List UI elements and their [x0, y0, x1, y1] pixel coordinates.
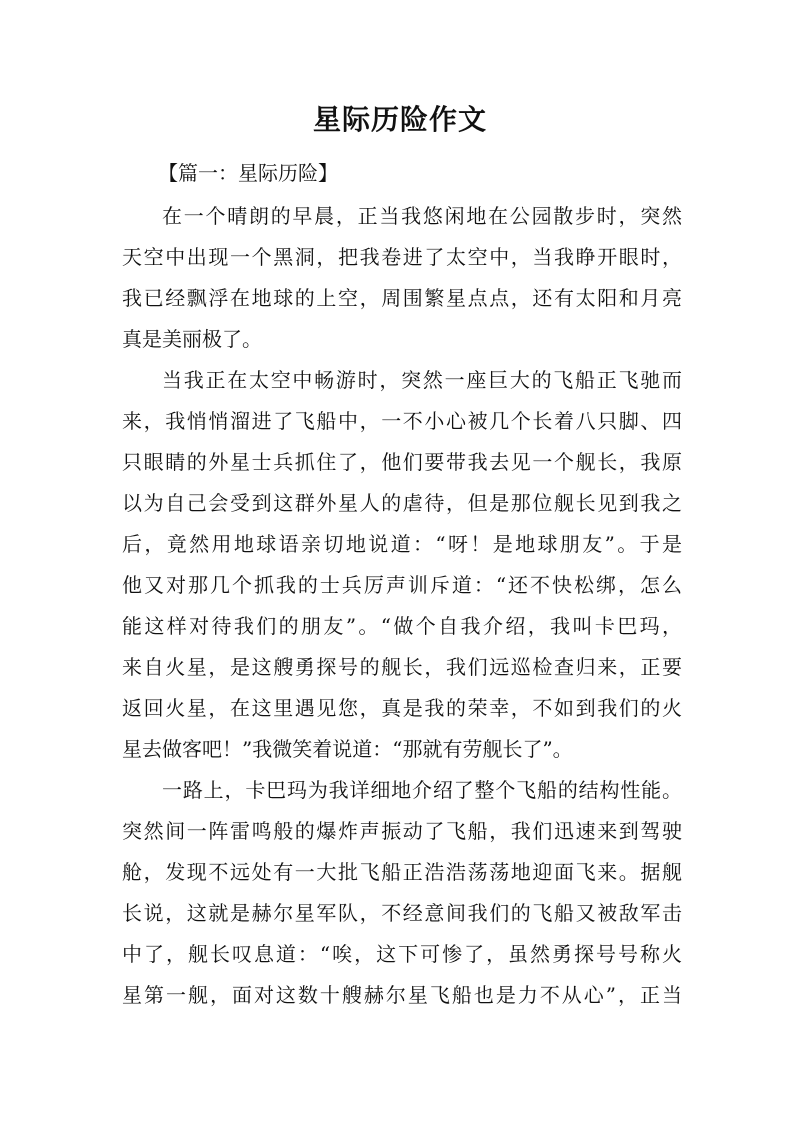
text-line: 能这样对待我们的朋友”。“做个自我介绍，我叫卡巴玛，: [122, 614, 682, 638]
text-line: 我已经飘浮在地球的上空，周围繁星点点，还有太阳和月亮: [122, 286, 682, 310]
text-line: 他又对那几个抓我的士兵厉声训斥道：“还不快松绑，怎么: [122, 573, 682, 597]
text-line: 一路上，卡巴玛为我详细地介绍了整个飞船的结构性能。: [162, 778, 682, 802]
paragraph-2: [122, 360, 682, 770]
paragraph-1: [122, 196, 682, 360]
text-line: 突然间一阵雷鸣般的爆炸声振动了飞船，我们迅速来到驾驶: [122, 819, 682, 843]
text-line: 以为自己会受到这群外星人的虐待，但是那位舰长见到我之: [122, 491, 682, 515]
text-line: 舱，发现不远处有一大批飞船正浩浩荡荡地迎面飞来。据舰: [122, 860, 682, 884]
text-line: 来自火星，是这艘勇探号的舰长，我们远巡检查归来，正要: [122, 655, 682, 679]
text-line: 真是美丽极了。: [122, 327, 262, 351]
text-line: 返回火星，在这里遇见您，真是我的荣幸，不如到我们的火: [122, 696, 682, 720]
section-heading: 【篇一：星际历险】: [158, 161, 338, 185]
text-line: 当我正在太空中畅游时，突然一座巨大的飞船正飞驰而: [162, 368, 682, 392]
text-line: 中了，舰长叹息道：“唉，这下可惨了，虽然勇探号号称火: [122, 942, 682, 966]
text-line: 星第一舰，面对这数十艘赫尔星飞船也是力不从心”，正当: [122, 983, 682, 1007]
text-line: 只眼睛的外星士兵抓住了，他们要带我去见一个舰长，我原: [122, 450, 682, 474]
text-line: 来，我悄悄溜进了飞船中，一不小心被几个长着八只脚、四: [122, 409, 682, 433]
document-title: 星际历险作文: [312, 103, 487, 136]
text-line: 天空中出现一个黑洞，把我卷进了太空中，当我睁开眼时，: [122, 245, 682, 269]
text-line: 后，竟然用地球语亲切地说道：“呀！是地球朋友”。于是: [122, 532, 682, 556]
text-line: 星去做客吧！”我微笑着说道：“那就有劳舰长了”。: [122, 737, 573, 761]
text-line: 长说，这就是赫尔星军队，不经意间我们的飞船又被敌军击: [122, 901, 682, 925]
body-text: [122, 196, 682, 1016]
text-line: 在一个晴朗的早晨，正当我悠闲地在公园散步时，突然: [162, 204, 682, 228]
paragraph-3: [122, 770, 682, 1016]
